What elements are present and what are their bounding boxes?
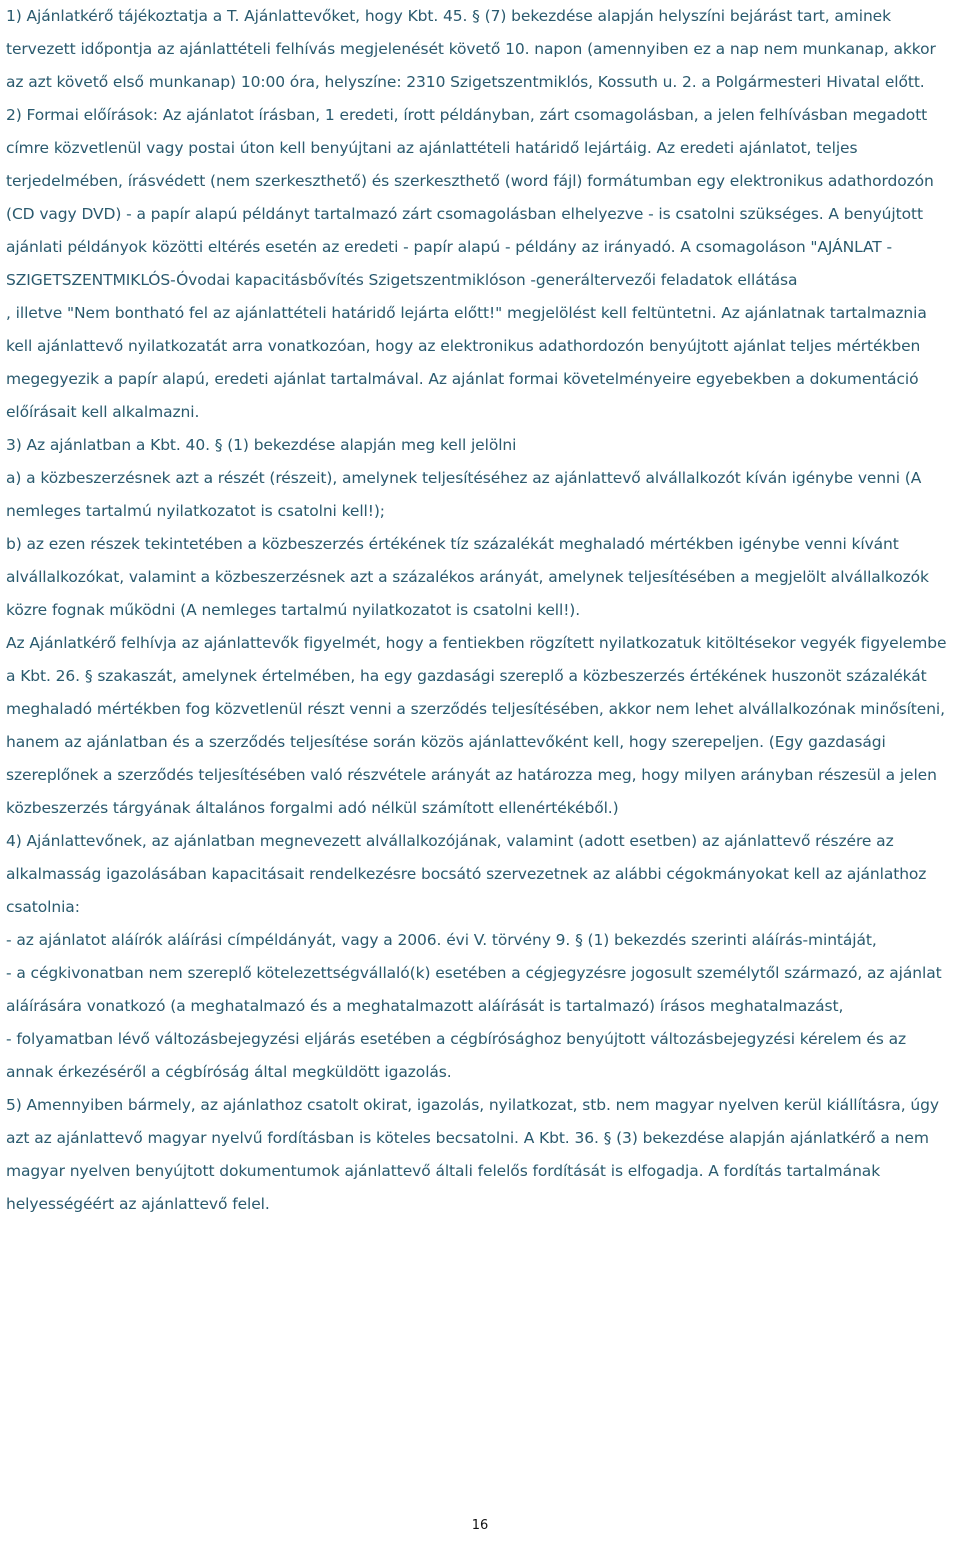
paragraph-formal-requirements: 2) Formai előírások: Az ajánlatot írásban, 1 eredeti, írott példányban, zárt csomagolásban, a jelen felhívásban megadott címre közvetlenül vagy postai úton kell benyújtani az ajánlattételi határidő lejártáig. Az eredeti ajánlatot, teljes terjedelmében, írásvédett (nem szerkeszthető) és szerkeszthető (word fájl) formátumban egy elektronikus adathordozón (CD vagy DVD) - a papír alapú példányt tartalmazó zárt csomagolásban elhelyezve - is csatolni szükséges. A benyújtott ajánlati példányok közötti eltérés esetén az eredeti - papír alapú - példány az irányadó. A csomagoláson "AJÁNLAT -SZIGETSZENTMIKLÓS-Óvodai kapacitásbővítés Szigetszentmiklóson -generáltervezői feladatok ellátása bbox=[6, 106, 934, 289]
list-item-authorization: - a cégkivonatban nem szereplő kötelezettségvállaló(k) esetében a cégjegyzésre jogosult személytől származó, az ajánlat aláírására vonatkozó (a meghatalmazó és a meghatalmazott aláírását is tartalmazó) írásos meghatalmazást, bbox=[6, 964, 942, 1015]
paragraph-formal-requirements-cont: , illetve "Nem bontható fel az ajánlattételi határidő lejárta előtt!" megjelölést kell feltüntetni. Az ajánlatnak tartalmaznia kell ajánlattevő nyilatkozatát arra vonatkozóan, hogy az elektronikus adathordozón benyújtott ajánlat teljes mértékben megegyezik a papír alapú, eredeti ajánlat tartalmával. Az ajánlat formai követelményeire egyebekben a dokumentáció előírásait kell alkalmazni. bbox=[6, 304, 927, 421]
page-number: 16 bbox=[471, 1518, 489, 1533]
paragraph-site-visit: 1) Ajánlatkérő tájékoztatja a T. Ajánlattevőket, hogy Kbt. 45. § (7) bekezdése alapján helyszíni bejárást tart, aminek tervezett időpontja az ajánlattételi felhívás megjelenését követő 10. napon (amennyiben ez a nap nem munkanap, akkor az azt követő első munkanap) 10:00 óra, helyszíne: 2310 Szigetszentmiklós, Kossuth u. 2. a Polgármesteri Hivatal előtt. bbox=[6, 7, 936, 91]
paragraph-subcontractor-b: b) az ezen részek tekintetében a közbeszerzés értékének tíz százalékát meghaladó mértékben igénybe venni kívánt alvállalkozókat, valamint a közbeszerzésnek azt a százalékos arányát, amelynek teljesítésében a megjelölt alvállalkozók közre fognak működni (A nemleges tartalmú nyilatkozatot is csatolni kell!). bbox=[6, 535, 929, 619]
paragraph-kbt-26-notice: Az Ajánlatkérő felhívja az ajánlattevők figyelmét, hogy a fentiekben rögzített nyilatkozatuk kitöltésekor vegyék figyelembe a Kbt. 26. § szakaszát, amelynek értelmében, ha egy gazdasági szereplő a közbeszerzés értékének huszonöt százalékát meghaladó mértékben fog közvetlenül részt venni a szerződés teljesítésében, akkor nem lehet alvállalkozónak minősíteni, hanem az ajánlatban és a szerződés teljesítése során közös ajánlattevőként kell, hogy szerepeljen. (Egy gazdasági szereplőnek a szerződés teljesítésében való részvétele arányát az határozza meg, hogy milyen arányban részesül a jelen közbeszerzés tárgyának általános forgalmi adó nélkül számított ellenértékéből.) bbox=[6, 634, 947, 817]
document-body bbox=[6, 0, 956, 1221]
paragraph-company-documents: 4) Ajánlattevőnek, az ajánlatban megnevezett alvállalkozójának, valamint (adott esetben) az ajánlattevő részére az alkalmasság igazolásában kapacitásait rendelkezésre bocsátó szervezetnek az alábbi cégokmányokat kell az ajánlathoz csatolnia: bbox=[6, 832, 927, 916]
list-item-change-registration: - folyamatban lévő változásbejegyzési eljárás esetében a cégbírósághoz benyújtott változásbejegyzési kérelem és az annak érkezéséről a cégbíróság által megküldött igazolás. bbox=[6, 1030, 907, 1081]
paragraph-subcontractor-a: a) a közbeszerzésnek azt a részét (részeit), amelynek teljesítéséhez az ajánlattevő alvállalkozót kíván igénybe venni (A nemleges tartalmú nyilatkozatot is csatolni kell!); bbox=[6, 469, 922, 520]
list-item-signature-specimen: - az ajánlatot aláírók aláírási címpéldányát, vagy a 2006. évi V. törvény 9. § (1) bekezdés szerinti aláírás-mintáját, bbox=[6, 931, 877, 949]
paragraph-subcontractor-heading: 3) Az ajánlatban a Kbt. 40. § (1) bekezdése alapján meg kell jelölni bbox=[6, 436, 517, 454]
paragraph-translation: 5) Amennyiben bármely, az ajánlathoz csatolt okirat, igazolás, nyilatkozat, stb. nem magyar nyelven kerül kiállításra, úgy azt az ajánlattevő magyar nyelvű fordításban is köteles becsatolni. A Kbt. 36. § (3) bekezdése alapján ajánlatkérő a nem magyar nyelven benyújtott dokumentumok ajánlattevő általi felelős fordítását is elfogadja. A fordítás tartalmának helyességéért az ajánlattevő felel. bbox=[6, 1096, 939, 1213]
